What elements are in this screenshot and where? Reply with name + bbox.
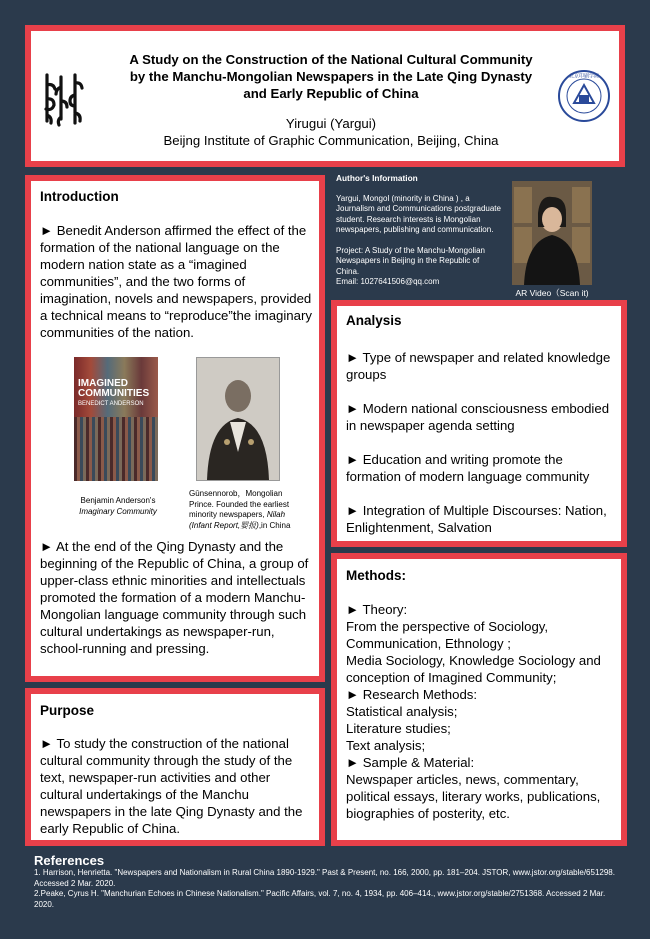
analysis-panel xyxy=(331,300,627,547)
prince-portrait-image xyxy=(196,357,280,481)
author-name: Yirugui (Yargui) xyxy=(285,116,377,131)
author-email: Email: 1027641506@qq.com xyxy=(336,277,440,286)
author-block xyxy=(121,115,541,149)
affiliation: Beijng Institute of Graphic Communication, Beijing, China xyxy=(163,133,499,148)
purpose-panel xyxy=(25,688,325,846)
methods-line: ► Theory: xyxy=(346,602,408,617)
author-bio: Yargui, Mongol (minority in China ) , a Journalism and Communications postgraduate student. Research interests is Mongolian newspapers, publishing and communication. xyxy=(336,193,501,234)
introduction-panel xyxy=(25,175,325,682)
introduction-para1: ► Benedit Anderson affirmed the effect of the formation of the national language on the modern nation state as a “imagined communities”, and the two forms of imagination, novels and newspapers, provided a technical means to “reproduce”the imaginary communities of the nation. xyxy=(40,223,312,340)
analysis-title: Analysis xyxy=(346,313,402,328)
methods-line: Newspaper articles, news, commentary, political essays, literary works, publications, biographies of posterity, etc. xyxy=(346,772,601,821)
analysis-list xyxy=(346,349,618,553)
mongolian-script-logo xyxy=(39,71,89,127)
ar-photo-figure xyxy=(512,181,592,285)
references-title: References xyxy=(34,853,105,868)
ar-video-label: AR Video（Scan it) xyxy=(515,288,589,298)
analysis-item: ► Integration of Multiple Discourses: Nation, Enlightenment, Salvation xyxy=(346,503,607,535)
university-seal-icon xyxy=(557,69,611,123)
book-caption-line1: Benjamin Anderson's xyxy=(80,496,156,505)
references-section xyxy=(34,853,624,910)
prince-caption-end: ,in China xyxy=(258,520,291,530)
poster-title: A Study on the Construction of the National Cultural Community by the Manchu-Mongolian Newspapers in the Late Qing Dynasty and Early Republic of China xyxy=(129,52,533,101)
author-info-heading: Author's Information xyxy=(336,173,418,183)
book-title: IMAGINED COMMUNITIES xyxy=(78,378,150,399)
purpose-text: ► To study the construction of the national cultural community through the study of the text, newspaper-run activities and other cultural undertakings of the Manchu newspapers in the late Qing Dynasty and the early Republic of China. xyxy=(40,736,303,836)
methods-title: Methods: xyxy=(346,568,406,583)
ar-video-photo[interactable] xyxy=(512,181,592,285)
methods-line: ► Sample & Material: xyxy=(346,755,475,770)
analysis-item: ► Modern national consciousness embodied in newspaper agenda setting xyxy=(346,401,610,433)
book-pattern xyxy=(74,417,158,481)
author-info xyxy=(336,173,502,288)
book-caption xyxy=(64,495,172,517)
portrait-figure xyxy=(197,358,279,480)
methods-line: Statistical analysis; xyxy=(346,704,458,719)
methods-line: From the perspective of Sociology, Communication, Ethnology ; xyxy=(346,619,549,651)
analysis-item: ► Type of newspaper and related knowledge groups xyxy=(346,350,611,382)
introduction-title: Introduction xyxy=(40,189,119,204)
methods-line: Literature studies; xyxy=(346,721,451,736)
methods-line: Media Sociology, Knowledge Sociology and conception of Imagined Community; xyxy=(346,653,601,685)
prince-caption xyxy=(189,489,299,531)
book-caption-line2: Imaginary Community xyxy=(79,507,157,516)
title-panel xyxy=(25,25,625,167)
introduction-para2: ► At the end of the Qing Dynasty and the beginning of the Republic of China, a group of upper-class ethnic minorities and intellectuals promoted the formation of a modern Manchu-Mongolian language community through such cultural undertakings as newspaper-run, school-running and pressing. xyxy=(40,539,309,656)
reference-item: 1. Harrison, Henrietta. "Newspapers and Nationalism in Rural China 1890-1929." Past & Present, no. 166, 2000, pp. 181–204. JSTOR, www.jstor.org/stable/651298. Accessed 2 Mar. 2020. xyxy=(34,868,615,888)
analysis-item: ► Education and writing promote the formation of modern language community xyxy=(346,452,590,484)
methods-list xyxy=(346,601,616,822)
seal-text: 北京印刷学院 xyxy=(568,73,600,80)
methods-line: ► Research Methods: xyxy=(346,687,478,702)
book-cover-image xyxy=(74,357,158,481)
author-project: Project: A Study of the Manchu-Mongolian Newspapers in Beijing in the Republic of China. xyxy=(336,245,485,276)
book-author: BENEDICT ANDERSON xyxy=(78,401,144,407)
prince-caption-newspaper: Nilah (Infant Report,婴报) xyxy=(189,510,286,530)
reference-item: 2.Peake, Cyrus H. "Manchurian Echoes in Chinese Nationalism." Pacific Affairs, vol. 7, no. 4, 1934, pp. 406–414., www.jstor.org/stable/2751368. Accessed 2 Mar. 2020. xyxy=(34,889,606,909)
purpose-title: Purpose xyxy=(40,703,95,718)
methods-panel xyxy=(331,553,627,846)
prince-caption-text: Gūnsennorob，Mongolian Prince. Founded the earliest minority newspapers, xyxy=(189,489,290,519)
methods-line: Text analysis; xyxy=(346,738,426,753)
